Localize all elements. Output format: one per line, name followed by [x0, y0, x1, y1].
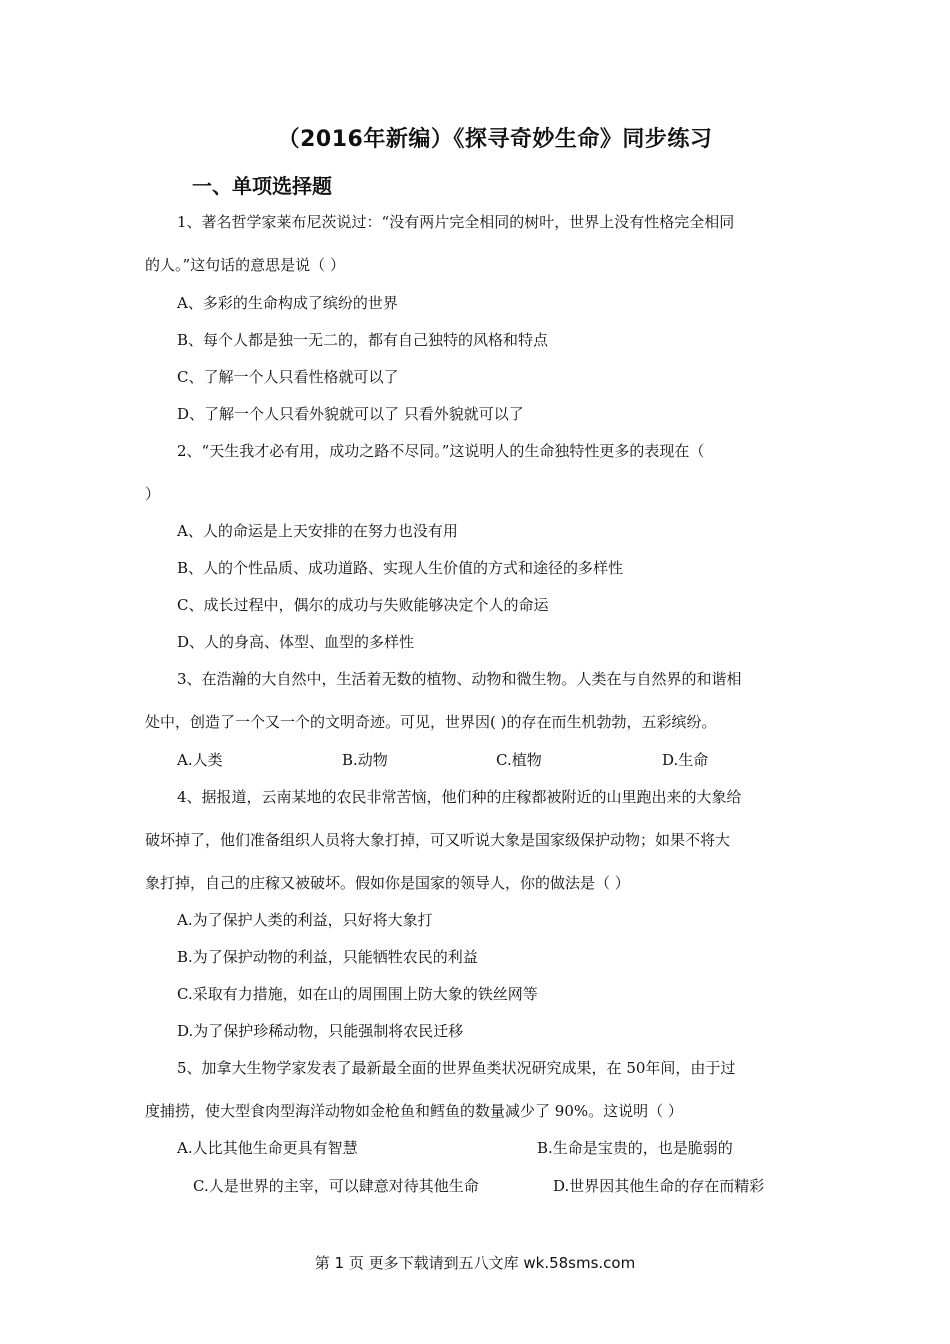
q3-stem-line1: 3、在浩瀚的大自然中，生活着无数的植物、动物和微生物。人类在与自然界的和谐相: [177, 670, 742, 688]
q2-option-a: A、人的命运是上天安排的在努力也没有用: [177, 522, 458, 540]
q1-stem-line1: 1、著名哲学家莱布尼茨说过：“没有两片完全相同的树叶，世界上没有性格完全相同: [177, 213, 735, 231]
q2-option-b: B、人的个性品质、成功道路、实现人生价值的方式和途径的多样性: [177, 559, 624, 577]
q5-stem-line2: 度捕捞，使大型食肉型海洋动物如金枪鱼和鳕鱼的数量减少了 90%。这说明（ ）: [145, 1102, 683, 1120]
document-title: （2016年新编）《探寻奇妙生命》同步练习: [277, 127, 713, 152]
q5-option-d: D.世界因其他生命的存在而精彩: [553, 1177, 765, 1195]
q4-option-c: C.采取有力措施，如在山的周围围上防大象的铁丝网等: [177, 985, 538, 1003]
q5-option-a: A.人比其他生命更具有智慧: [177, 1139, 358, 1157]
q1-stem-line2: 的人。”这句话的意思是说（ ）: [145, 256, 345, 274]
q1-option-d: D、了解一个人只看外貌就可以了 只看外貌就可以了: [177, 405, 524, 423]
q1-option-b: B、每个人都是独一无二的，都有自己独特的风格和特点: [177, 331, 549, 349]
q3-stem-line2: 处中，创造了一个又一个的文明奇迹。可见，世界因( )的存在而生机勃勃，五彩缤纷。: [145, 713, 717, 731]
q5-stem-line1: 5、加拿大生物学家发表了最新最全面的世界鱼类状况研究成果，在 50年间，由于过: [177, 1059, 736, 1077]
q4-option-d: D.为了保护珍稀动物，只能强制将农民迁移: [177, 1022, 464, 1040]
q2-option-c: C、成长过程中，偶尔的成功与失败能够决定个人的命运: [177, 596, 549, 614]
section-heading: 一、单项选择题: [192, 174, 332, 198]
q1-option-a: A、多彩的生命构成了缤纷的世界: [177, 294, 398, 312]
q3-option-a: A.人类: [177, 751, 223, 769]
q2-stem-line1: 2、“天生我才必有用，成功之路不尽同。”这说明人的生命独特性更多的表现在（: [177, 442, 705, 460]
q4-option-b: B.为了保护动物的利益，只能牺牲农民的利益: [177, 948, 478, 966]
q5-option-b: B.生命是宝贵的，也是脆弱的: [537, 1139, 733, 1157]
q2-stem-line2: ）: [145, 485, 161, 503]
q5-option-c: C.人是世界的主宰，可以肆意对待其他生命: [193, 1177, 479, 1195]
q4-stem-line2: 破坏掉了，他们准备组织人员将大象打掉，可又听说大象是国家级保护动物；如果不将大: [145, 831, 731, 849]
q4-stem-line1: 4、据报道，云南某地的农民非常苦恼，他们种的庄稼都被附近的山里跑出来的大象给: [177, 788, 742, 806]
q4-option-a: A.为了保护人类的利益，只好将大象打: [177, 911, 433, 929]
q2-option-d: D、人的身高、体型、血型的多样性: [177, 633, 415, 651]
page-footer: 第 1 页 更多下载请到五八文库 wk.58sms.com: [314, 1254, 636, 1272]
q4-stem-line3: 象打掉，自己的庄稼又被破坏。假如你是国家的领导人，你的做法是（ ）: [145, 874, 630, 892]
q3-option-b: B.动物: [342, 751, 388, 769]
q3-option-c: C.植物: [496, 751, 542, 769]
q1-option-c: C、了解一个人只看性格就可以了: [177, 368, 399, 386]
q3-option-d: D.生命: [662, 751, 709, 769]
